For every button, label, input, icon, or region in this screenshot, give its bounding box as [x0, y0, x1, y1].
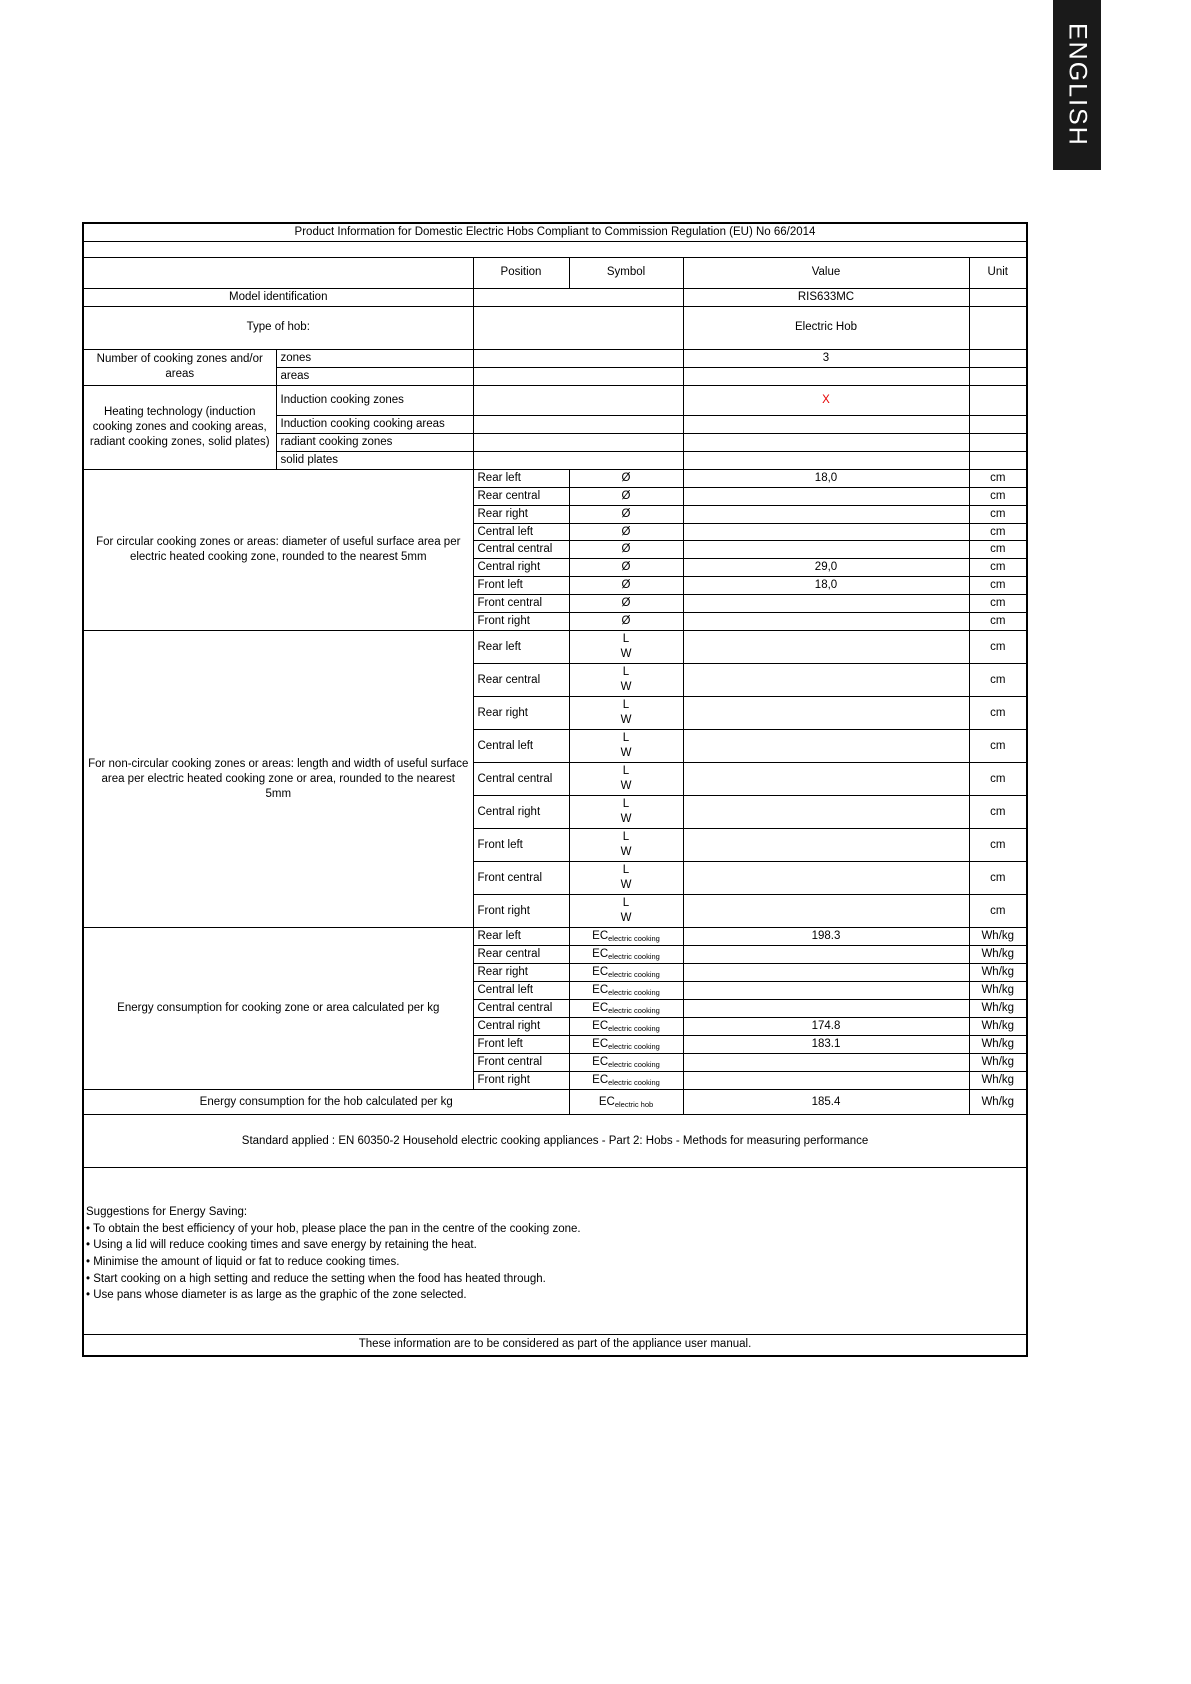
unit-cell: cm: [969, 595, 1027, 613]
heating-unit-cell-2: [969, 433, 1027, 451]
suggestion-item: • To obtain the best efficiency of your hob, please place the pan in the centre of the cooking zone.: [86, 1222, 581, 1235]
value-cell: [683, 829, 969, 862]
value-cell: [683, 487, 969, 505]
heating-unit-cell-0: [969, 385, 1027, 415]
energy-hob-value: 185.4: [683, 1090, 969, 1115]
value-cell: [683, 541, 969, 559]
zones-unit-cell: [969, 349, 1027, 367]
position-cell: Front right: [473, 613, 569, 631]
position-cell: Front right: [473, 1072, 569, 1090]
diameter-symbol: Ø: [569, 541, 683, 559]
value-cell: [683, 1000, 969, 1018]
model-blank-cell: [473, 288, 683, 306]
unit-cell: cm: [969, 541, 1027, 559]
unit-cell: cm: [969, 613, 1027, 631]
zones-row: [83, 349, 1027, 367]
position-cell: Rear central: [473, 946, 569, 964]
model-value: RIS633MC: [683, 288, 969, 306]
zones-blank-cell: [473, 349, 683, 367]
value-cell: [683, 664, 969, 697]
position-cell: Central left: [473, 730, 569, 763]
header-blank-cell: [83, 257, 473, 288]
value-cell: [683, 1072, 969, 1090]
diameter-symbol: Ø: [569, 505, 683, 523]
ec-symbol: ECelectric cooking: [569, 964, 683, 982]
heating-sub-label-3: solid plates: [276, 451, 473, 469]
position-cell: Central right: [473, 1018, 569, 1036]
unit-cell: cm: [969, 895, 1027, 928]
unit-cell: cm: [969, 730, 1027, 763]
suggestion-item: • Start cooking on a high setting and reduce the setting when the food has heated through.: [86, 1272, 546, 1285]
lw-symbol: L W: [569, 664, 683, 697]
language-tab: [1053, 0, 1101, 170]
heating-blank-cell-1: [473, 415, 683, 433]
lw-symbol: L W: [569, 895, 683, 928]
footer-row: [83, 1335, 1027, 1356]
value-cell: [683, 796, 969, 829]
lw-symbol: L W: [569, 730, 683, 763]
suggestions-row: [83, 1168, 1027, 1335]
position-cell: Central central: [473, 1000, 569, 1018]
areas-unit-cell: [969, 367, 1027, 385]
areas-value: [683, 367, 969, 385]
standard-applied-text: Standard applied : EN 60350-2 Household electric cooking appliances - Part 2: Hobs - Methods for measuring performance: [83, 1115, 1027, 1168]
unit-cell: Wh/kg: [969, 1054, 1027, 1072]
model-unit-cell: [969, 288, 1027, 306]
lw-symbol: L W: [569, 862, 683, 895]
energy-row-0: [83, 928, 1027, 946]
diameter-symbol: Ø: [569, 559, 683, 577]
suggestion-item: • Minimise the amount of liquid or fat to reduce cooking times.: [86, 1256, 400, 1269]
position-cell: Front left: [473, 1036, 569, 1054]
position-cell: Front central: [473, 862, 569, 895]
value-cell: [683, 1054, 969, 1072]
value-cell: [683, 613, 969, 631]
value-cell: [683, 631, 969, 664]
hob-type-blank-cell: [473, 306, 683, 349]
energy-section-label: Energy consumption for cooking zone or area calculated per kg: [83, 928, 473, 1090]
position-cell: Rear central: [473, 487, 569, 505]
value-cell: [683, 697, 969, 730]
ec-symbol: ECelectric cooking: [569, 928, 683, 946]
lw-symbol: L W: [569, 697, 683, 730]
value-cell: 198.3: [683, 928, 969, 946]
value-cell: [683, 763, 969, 796]
areas-sub-label: areas: [276, 367, 473, 385]
position-cell: Front left: [473, 829, 569, 862]
position-cell: Front central: [473, 595, 569, 613]
value-cell: [683, 730, 969, 763]
ec-symbol: ECelectric cooking: [569, 1018, 683, 1036]
header-value: Value: [683, 257, 969, 288]
heating-sub-label-1: Induction cooking cooking areas: [276, 415, 473, 433]
lw-symbol: L W: [569, 631, 683, 664]
ec-symbol: ECelectric cooking: [569, 1072, 683, 1090]
diameter-symbol: Ø: [569, 577, 683, 595]
position-cell: Rear left: [473, 631, 569, 664]
noncircular-row-0: [83, 631, 1027, 664]
position-cell: Rear left: [473, 928, 569, 946]
value-cell: [683, 595, 969, 613]
unit-cell: cm: [969, 763, 1027, 796]
heating-unit-cell-3: [969, 451, 1027, 469]
unit-cell: cm: [969, 487, 1027, 505]
value-cell: 29,0: [683, 559, 969, 577]
standard-row: [83, 1115, 1027, 1168]
unit-cell: cm: [969, 796, 1027, 829]
diameter-symbol: Ø: [569, 487, 683, 505]
position-cell: Central right: [473, 796, 569, 829]
unit-cell: cm: [969, 469, 1027, 487]
position-cell: Rear right: [473, 964, 569, 982]
unit-cell: Wh/kg: [969, 964, 1027, 982]
ec-symbol: ECelectric cooking: [569, 1036, 683, 1054]
position-cell: Rear right: [473, 697, 569, 730]
lw-symbol: L W: [569, 796, 683, 829]
unit-cell: cm: [969, 577, 1027, 595]
hob-type-row: [83, 306, 1027, 349]
unit-cell: Wh/kg: [969, 982, 1027, 1000]
suggestions-title: Suggestions for Energy Saving:: [86, 1206, 248, 1219]
areas-blank-cell: [473, 367, 683, 385]
value-cell: [683, 895, 969, 928]
position-cell: Central central: [473, 763, 569, 796]
heating-blank-cell-0: [473, 385, 683, 415]
unit-cell: cm: [969, 697, 1027, 730]
footer-note: These information are to be considered as part of the appliance user manual.: [83, 1335, 1027, 1356]
circular-section-label: For circular cooking zones or areas: diameter of useful surface area per electric heated cooking zone, rounded to the nearest 5mm: [83, 469, 473, 630]
position-cell: Front left: [473, 577, 569, 595]
heating-sub-label-0: Induction cooking zones: [276, 385, 473, 415]
energy-hob-row: [83, 1090, 1027, 1115]
diameter-symbol: Ø: [569, 595, 683, 613]
hob-type-label: Type of hob:: [83, 306, 473, 349]
unit-cell: Wh/kg: [969, 1036, 1027, 1054]
unit-cell: Wh/kg: [969, 1072, 1027, 1090]
position-cell: Central right: [473, 559, 569, 577]
value-cell: 183.1: [683, 1036, 969, 1054]
unit-cell: cm: [969, 559, 1027, 577]
ec-symbol: ECelectric cooking: [569, 982, 683, 1000]
model-row: [83, 288, 1027, 306]
zones-section-label: Number of cooking zones and/or areas: [83, 349, 276, 385]
zones-value: 3: [683, 349, 969, 367]
unit-cell: Wh/kg: [969, 946, 1027, 964]
value-cell: [683, 505, 969, 523]
diameter-symbol: Ø: [569, 469, 683, 487]
position-cell: Rear central: [473, 664, 569, 697]
heating-value-3: [683, 451, 969, 469]
value-cell: [683, 523, 969, 541]
unit-cell: cm: [969, 829, 1027, 862]
position-cell: Front central: [473, 1054, 569, 1072]
ec-hob-symbol: ECelectric hob: [569, 1090, 683, 1115]
noncircular-section-label: For non-circular cooking zones or areas: length and width of useful surface area per electric heated cooking zone or area, rounded to the nearest 5mm: [83, 631, 473, 928]
heating-section-label: Heating technology (induction cooking zones and cooking areas, radiant cooking zones, solid plates): [83, 385, 276, 469]
unit-cell: Wh/kg: [969, 1018, 1027, 1036]
lw-symbol: L W: [569, 763, 683, 796]
unit-cell: cm: [969, 523, 1027, 541]
position-cell: Rear left: [473, 469, 569, 487]
value-cell: [683, 982, 969, 1000]
header-position: Position: [473, 257, 569, 288]
value-cell: 174.8: [683, 1018, 969, 1036]
hob-type-value: Electric Hob: [683, 306, 969, 349]
heating-value-0: X: [683, 385, 969, 415]
unit-cell: cm: [969, 505, 1027, 523]
spacer-cell: [83, 241, 1027, 257]
heating-unit-cell-1: [969, 415, 1027, 433]
product-info-table: [82, 222, 1028, 1357]
header-row: [83, 257, 1027, 288]
hob-type-unit-cell: [969, 306, 1027, 349]
heating-blank-cell-3: [473, 451, 683, 469]
unit-cell: cm: [969, 664, 1027, 697]
position-cell: Central left: [473, 523, 569, 541]
ec-symbol: ECelectric cooking: [569, 1000, 683, 1018]
lw-symbol: L W: [569, 829, 683, 862]
table-title: Product Information for Domestic Electric Hobs Compliant to Commission Regulation (EU) No 66/2014: [83, 223, 1027, 241]
header-unit: Unit: [969, 257, 1027, 288]
value-cell: 18,0: [683, 577, 969, 595]
position-cell: Central left: [473, 982, 569, 1000]
value-cell: [683, 862, 969, 895]
unit-cell: cm: [969, 631, 1027, 664]
model-label: Model identification: [83, 288, 473, 306]
circular-row-0: [83, 469, 1027, 487]
energy-hob-label: Energy consumption for the hob calculated per kg: [83, 1090, 569, 1115]
unit-cell: cm: [969, 862, 1027, 895]
position-cell: Central central: [473, 541, 569, 559]
energy-hob-unit: Wh/kg: [969, 1090, 1027, 1115]
heating-value-1: [683, 415, 969, 433]
spacer-row: [83, 241, 1027, 257]
diameter-symbol: Ø: [569, 613, 683, 631]
title-row: [83, 223, 1027, 241]
heating-blank-cell-2: [473, 433, 683, 451]
suggestions-block: [83, 1168, 1027, 1335]
suggestion-item: • Use pans whose diameter is as large as the graphic of the zone selected.: [86, 1289, 467, 1302]
language-tab-label: ENGLISH: [1063, 23, 1092, 147]
value-cell: [683, 964, 969, 982]
heating-row-0: [83, 385, 1027, 415]
ec-symbol: ECelectric cooking: [569, 946, 683, 964]
heating-sub-label-2: radiant cooking zones: [276, 433, 473, 451]
heating-value-2: [683, 433, 969, 451]
position-cell: Rear right: [473, 505, 569, 523]
unit-cell: Wh/kg: [969, 1000, 1027, 1018]
value-cell: [683, 946, 969, 964]
value-cell: 18,0: [683, 469, 969, 487]
ec-symbol: ECelectric cooking: [569, 1054, 683, 1072]
zones-sub-label: zones: [276, 349, 473, 367]
header-symbol: Symbol: [569, 257, 683, 288]
position-cell: Front right: [473, 895, 569, 928]
suggestion-item: • Using a lid will reduce cooking times and save energy by retaining the heat.: [86, 1239, 477, 1252]
diameter-symbol: Ø: [569, 523, 683, 541]
unit-cell: Wh/kg: [969, 928, 1027, 946]
